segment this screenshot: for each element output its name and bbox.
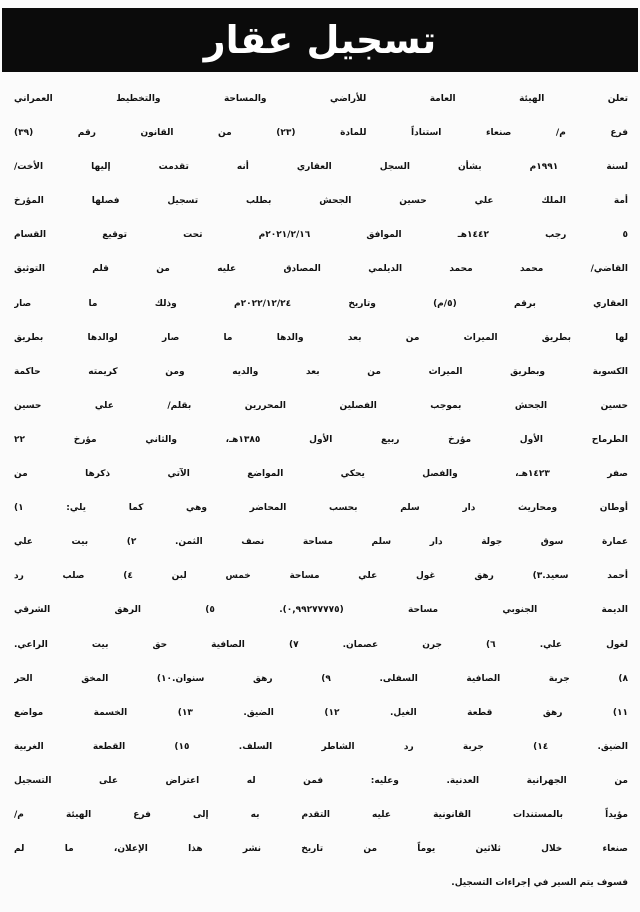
notice-line-text: تعلن الهيئة العامة للأراضي والمساحة والتخطيط العمراني (14, 94, 628, 104)
notice-line-text: أمة الملك علي حسين الجحش بطلب تسجيل فصلها المؤرخ (14, 196, 628, 207)
notice-line (14, 389, 628, 423)
notice-line-text: فرع م/ صنعاء استناداً للمادة (٢٣) من القانون رقم (٣٩) (14, 128, 628, 139)
notice-line (14, 287, 628, 321)
notice-line (14, 628, 628, 662)
notice-line-text: الكسوبة وبطريق الميراث من بعد والديه ومن كريمته حاكمة (14, 366, 628, 377)
notice-line (14, 423, 628, 457)
notice-line (14, 252, 628, 286)
notice-title: تسجيل عقار (203, 18, 437, 62)
notice-line-text: ١١) رهق قطعة الغيل. ١٢) الضيق. ١٣) الخسمة مواضع (14, 707, 628, 718)
notice-line (14, 559, 628, 593)
notice-line (14, 866, 628, 900)
notice-line (14, 321, 628, 355)
notice-line (14, 832, 628, 866)
notice-line-text: الطرماح الأول مؤرخ ربيع الأول ١٣٨٥هـ، والثاني مؤرخ ٢٢ (14, 434, 628, 445)
notice-line-text: من الجهرانية العدنية. وعليه: فمن له اعتراض على التسجيل (14, 775, 628, 786)
notice-line-text: حسين الجحش بموجب الفصلين المحررين بقلم/ علي حسين (14, 400, 628, 411)
notice-line-text: الديمة الجنوبي مساحة (٠,٩٩٢٧٧٧٧٥). ٥) الرهق الشرقي (14, 605, 628, 616)
notice-line (14, 696, 628, 730)
notice-line-text: فسوف يتم السير في إجراءات التسجيل. (451, 878, 628, 889)
notice-line-text: أحمد سعيد.٣) رهق غول علي مساحة خمس لبن ٤) صلب رد (14, 571, 628, 582)
notice-line (14, 82, 628, 116)
notice-line (14, 184, 628, 218)
notice-line-text: أوطان ومحاريث دار سلم بحسب المحاضر وهي كما يلي: ١) (14, 503, 628, 514)
notice-line-text: الضيق. ١٤) جربة رد الشاطر السلف. ١٥) القطعة الغربية (14, 741, 628, 752)
notice-line (14, 218, 628, 252)
notice-line (14, 798, 628, 832)
notice-line-text: لغول علي. ٦) جرن عصمان. ٧) الصافية حق بيت الراعي. (14, 639, 628, 650)
notice-body (14, 82, 628, 904)
notice-line (14, 355, 628, 389)
notice-line-text: صنعاء خلال ثلاثين يوماً من تاريخ نشر هذا الإعلان، ما لم (14, 844, 628, 855)
notice-line (14, 593, 628, 627)
notice-header (2, 8, 638, 72)
notice-line (14, 491, 628, 525)
notice-line-text: لها بطريق الميراث من بعد والدها ما صار لوالدها بطريق (14, 332, 628, 343)
notice-line (14, 150, 628, 184)
notice-line (14, 730, 628, 764)
notice-line (14, 116, 628, 150)
notice-line-text: صفر ١٤٢٣هـ، والفصل يحكي المواضع الآتي ذكرها من (14, 469, 628, 480)
notice-line-text: ٥ رجب ١٤٤٢هـ الموافق ٢٠٢١/٢/١٦م تحت توقيع القسام (14, 230, 628, 241)
notice-line-text: عمارة سوق جولة دار سلم مساحة نصف الثمن. ٢) بيت علي (14, 537, 628, 548)
notice-line (14, 457, 628, 491)
notice-line (14, 525, 628, 559)
notice-line-text: لسنة ١٩٩١م بشأن السجل العقاري أنه تقدمت إليها الأخت/ (14, 162, 628, 173)
notice-line-text: القاضي/ محمد محمد الديلمي المصادق عليه من قلم التوثيق (14, 264, 628, 275)
notice-line-text: ٨) جربة الصافية السفلى. ٩) رهق سنوان.١٠) المخق الحر (14, 673, 628, 684)
notice-line (14, 662, 628, 696)
notice-line-text: العقاري برقم (٥/م) وتاريخ ٢٠٢٢/١٢/٢٤م وذلك ما صار (14, 298, 628, 309)
notice-line-text: مؤيداً بالمستندات القانونية عليه التقدم به إلى فرع الهيئة م/ (14, 809, 628, 820)
notice-line (14, 764, 628, 798)
